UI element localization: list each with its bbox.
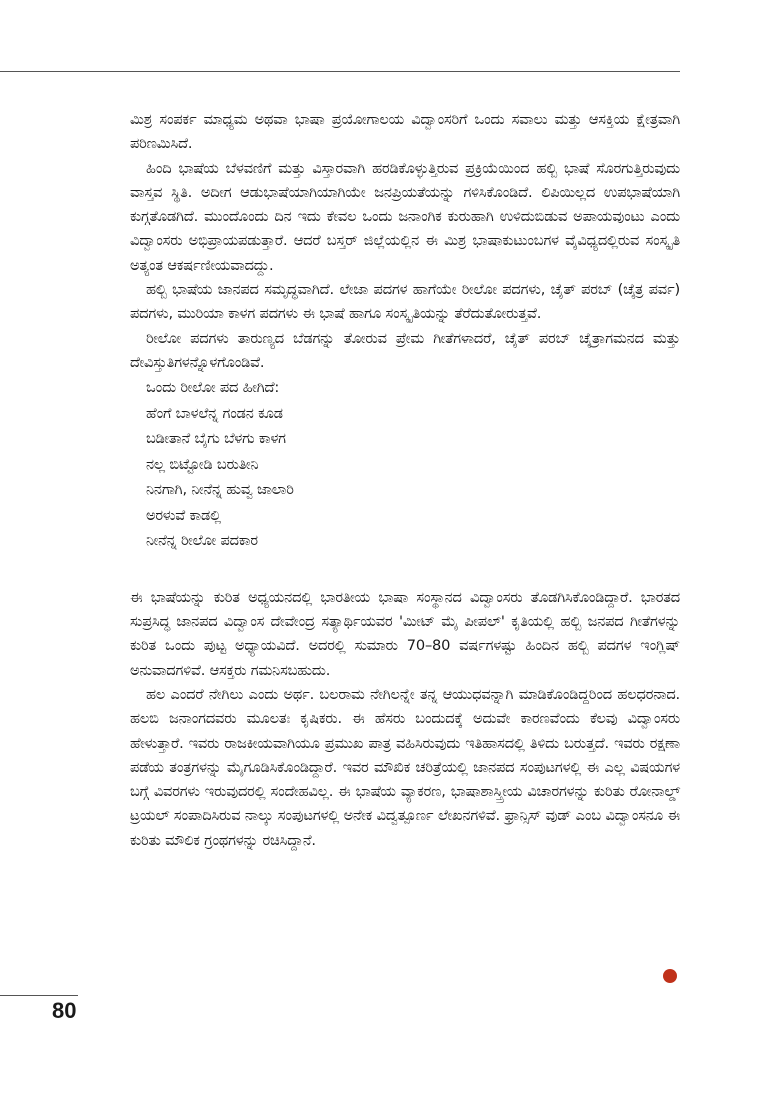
- page-body: [130, 108, 680, 853]
- paragraph-3: ಹಲ್ಬಿ ಭಾಷೆಯ ಜಾನಪದ ಸಮೃದ್ಧವಾಗಿದೆ. ಲೇಜಾ ಪದಗಳ ಹಾಗೆಯೇ ರೀಲೋ ಪದಗಳು, ಚೈತ್ ಪರಬ್ (ಚೈತ್ರ ಪರ್ವ) ಪದಗಳು, ಮುರಿಯಾ ಕಾಳಗ ಪದಗಳು ಈ ಭಾಷೆ ಹಾಗೂ ಸಂಸ್ಕೃತಿಯನ್ನು ತೆರೆದುತೋರುತ್ತವೆ.: [130, 281, 680, 323]
- poem-block: [130, 375, 680, 554]
- paragraph-6: ಹಲ ಎಂದರೆ ನೇಗಿಲು ಎಂದು ಅರ್ಥ. ಬಲರಾಮ ನೇಗಿಲನ್ನೇ ತನ್ನ ಆಯುಧವನ್ನಾಗಿ ಮಾಡಿಕೊಂಡಿದ್ದರಿಂದ ಹಲಧರನಾದ. ಹಲಬಿ ಜನಾಂಗದವರು ಮೂಲತಃ ಕೃಷಿಕರು. ಈ ಹೆಸರು ಬಂದುದಕ್ಕೆ ಅದುವೇ ಕಾರಣವೆಂದು ಕೆಲವು ವಿದ್ವಾಂಸರು ಹೇಳುತ್ತಾರೆ. ಇವರು ರಾಜಕೀಯವಾಗಿಯೂ ಪ್ರಮುಖ ಪಾತ್ರ ವಹಿಸಿರುವುದು ಇತಿಹಾಸದಲ್ಲಿ ತಿಳಿದು ಬರುತ್ತದೆ. ಇವರು ರಕ್ಷಣಾ ಪಡೆಯ ತಂತ್ರಗಳನ್ನು ಮೈಗೂಡಿಸಿಕೊಂಡಿದ್ದಾರೆ. ಇವರ ಮೌಖಿಕ ಚರಿತ್ರೆಯಲ್ಲಿ ಜಾನಪದ ಸಂಪುಟಗಳಲ್ಲಿ ಈ ಎಲ್ಲ ವಿಷಯಗಳ ಬಗ್ಗೆ ವಿವರಗಳು ಇರುವುದರಲ್ಲಿ ಸಂದೇಹವಿಲ್ಲ. ಈ ಭಾಷೆಯ ವ್ಯಾಕರಣ, ಭಾಷಾಶಾಸ್ತ್ರೀಯ ವಿಚಾರಗಳನ್ನು ಕುರಿತು ರೋನಾಲ್ಡ್ ಟ್ರಯಲ್ ಸಂಪಾದಿಸಿರುವ ನಾಲ್ಕು ಸಂಪುಟಗಳಲ್ಲಿ ಅನೇಕ ವಿದ್ವತ್ಪೂರ್ಣ ಲೇಖನಗಳಿವೆ. ಫ್ರಾನ್ಸಿಸ್ ವುಡ್ ಎಂಬ ವಿದ್ವಾಂಸನೂ ಈ ಕುರಿತು ಮೌಲಿಕ ಗ್ರಂಥಗಳನ್ನು ರಚಿಸಿದ್ದಾನೆ.: [130, 685, 680, 849]
- poem-line-1: ಹೆಂಗೆ ಬಾಳಲೆನ್ನ ಗಂಡನ ಕೂಡ: [146, 404, 283, 422]
- paragraph-4: ರೀಲೋ ಪದಗಳು ತಾರುಣ್ಯದ ಬೆಡಗನ್ನು ತೋರುವ ಪ್ರೇಮ ಗೀತೆಗಳಾದರೆ, ಚೈತ್ ಪರಬ್ ಚೈತ್ರಾಗಮನದ ಮತ್ತು ದೇವಿಸ್ತುತಿಗಳನ್ನೊಳಗೊಂಡಿವೆ.: [130, 329, 680, 371]
- poem-line-6: ನೀನೆನ್ನ ರೀಲೋ ಪದಕಾರ: [146, 532, 258, 550]
- page-number: 80: [52, 998, 77, 1023]
- paragraph-5: ಈ ಭಾಷೆಯನ್ನು ಕುರಿತ ಅಧ್ಯಯನದಲ್ಲಿ ಭಾರತೀಯ ಭಾಷಾ ಸಂಸ್ಥಾನದ ವಿದ್ವಾಂಸರು ತೊಡಗಿಸಿಕೊಂಡಿದ್ದಾರೆ. ಭಾರತದ ಸುಪ್ರಸಿದ್ಧ ಜಾನಪದ ವಿದ್ವಾಂಸ ದೇವೇಂದ್ರ ಸತ್ಯಾರ್ಥಿಯವರ 'ಮೀಟ್ ಮೈ ಪೀಪಲ್' ಕೃತಿಯಲ್ಲಿ ಹಲ್ಬಿ ಜನಪದ ಗೀತೆಗಳನ್ನು ಕುರಿತ ಒಂದು ಪುಟ್ಟ ಅಧ್ಯಾಯವಿದೆ. ಅದರಲ್ಲಿ ಸುಮಾರು 70–80 ವರ್ಷಗಳಷ್ಟು ಹಿಂದಿನ ಹಲ್ಬಿ ಪದಗಳ ಇಂಗ್ಲಿಷ್ ಅನುವಾದಗಳಿವೆ. ಆಸಕ್ತರು ಗಮನಿಸಬಹುದು.: [130, 588, 680, 679]
- top-divider: [0, 71, 680, 72]
- paragraph-1: ಮಿಶ್ರ ಸಂಪರ್ಕ ಮಾಧ್ಯಮ ಅಥವಾ ಭಾಷಾ ಪ್ರಯೋಗಾಲಯ ವಿದ್ವಾಂಸರಿಗೆ ಒಂದು ಸವಾಲು ಮತ್ತು ಆಸಕ್ತಿಯ ಕ್ಷೇತ್ರವಾಗಿ ಪರಿಣಮಿಸಿದೆ.: [130, 111, 680, 153]
- poem-line-4: ನಿನಗಾಗಿ, ನೀನೆನ್ನ ಹುವ್ವ ಜಾಲಾರಿ: [146, 481, 294, 499]
- poem-line-2: ಬಡೀತಾನೆ ಬೈಗು ಬೆಳಗು ಕಾಳಗ: [146, 430, 286, 448]
- paragraph-2: ಹಿಂದಿ ಭಾಷೆಯ ಬೆಳವಣಿಗೆ ಮತ್ತು ವಿಸ್ತಾರವಾಗಿ ಹರಡಿಕೊಳ್ಳುತ್ತಿರುವ ಪ್ರಕ್ರಿಯೆಯಿಂದ ಹಲ್ಬಿ ಭಾಷೆ ಸೊರಗುತ್ತಿರುವುದು ವಾಸ್ತವ ಸ್ಥಿತಿ. ಅದೀಗ ಆಡುಭಾಷೆಯಾಗಿಯಾಗಿಯೇ ಜನಪ್ರಿಯತೆಯನ್ನು ಗಳಿಸಿಕೊಂಡಿದೆ. ಲಿಪಿಯಿಲ್ಲದ ಉಪಭಾಷೆಯಾಗಿ ಕುಗ್ಗತೊಡಗಿದೆ. ಮುಂದೊಂದು ದಿನ ಇದು ಕೇವಲ ಒಂದು ಜನಾಂಗಿಕ ಕುರುಹಾಗಿ ಉಳಿದುಬಿಡುವ ಅಪಾಯವುಂಟು ಎಂದು ವಿದ್ವಾಂಸರು ಅಭಿಪ್ರಾಯಪಡುತ್ತಾರೆ. ಆದರೆ ಬಸ್ತರ್ ಜಿಲ್ಲೆಯಲ್ಲಿನ ಈ ಮಿಶ್ರ ಭಾಷಾಕುಟುಂಬಗಳ ವೈವಿಧ್ಯದಲ್ಲಿರುವ ಸಂಸ್ಕೃತಿ ಅತ್ಯಂತ ಆಕರ್ಷಣೀಯವಾದದ್ದು.: [130, 159, 680, 274]
- poem-line-3: ನಲ್ಲ ಬಿಟ್ಟೋಡಿ ಬರುತೀನಿ: [146, 455, 259, 473]
- section-gap: [130, 554, 680, 586]
- poem-line-5: ಅರಳುವೆ ಕಾಡಲ್ಲಿ: [146, 506, 221, 524]
- end-marker-dot: [663, 969, 677, 983]
- poem-intro: ಒಂದು ರೀಲೋ ಪದ ಹೀಗಿದೆ:: [146, 379, 280, 397]
- footer-divider: [0, 995, 78, 996]
